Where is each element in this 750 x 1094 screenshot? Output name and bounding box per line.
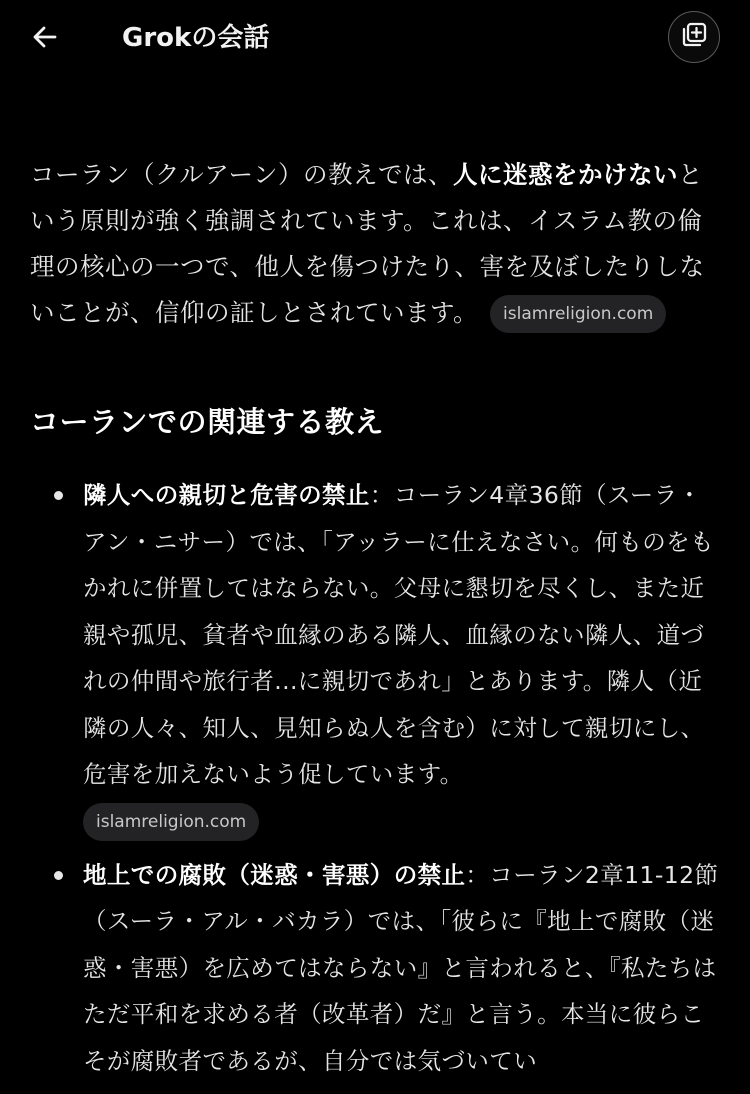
intro-text-bold: 人に迷惑をかけない: [453, 160, 679, 189]
source-chip[interactable]: islamreligion.com: [490, 295, 666, 333]
back-button[interactable]: [26, 20, 64, 58]
new-chat-button[interactable]: [668, 11, 720, 63]
new-chat-icon: [679, 20, 709, 54]
message-content: [30, 152, 720, 1094]
page-title: Grokの会話: [122, 23, 270, 53]
item-text: ：コーラン4章36節（スーラ・アン・ニサー）では、「アッラーに仕えなさい。何ものをもかれに併置してはならない。父母に懇切を尽くし、また近親や孤児、貧者や血縁のある隣人、血縁のない隣人、道づれの仲間や旅行者...に親切であれ」とあります。隣人（近隣の人々、知人、見知らぬ人を含む）に対して親切にし、危害を加えないよう促しています。: [83, 481, 714, 788]
header-bar: [0, 0, 750, 76]
item-text: ：コーラン2章11-12節（スーラ・アル・バカラ）では、「彼らに『地上で腐敗（迷惑・害悪）を広めてはならない』と言われると、『私たちはただ平和を求める者（改革者）だ』と言う。本当に彼らこそが腐敗者であるが、自分では気づいてい: [83, 860, 719, 1075]
item-title: 隣人への親切と危害の禁止: [83, 481, 370, 509]
intro-text-post: という原則が強く強調されています。これは、イスラム教の倫理の核心の一つで、他人を傷つけたり、害を及ぼしたりしないことが、信仰の証しとされています。: [30, 160, 705, 327]
intro-paragraph: [30, 152, 720, 336]
list-item: [30, 472, 720, 842]
list-item: [30, 852, 720, 1085]
bullet-dot: [54, 491, 63, 500]
arrow-left-icon: [31, 23, 59, 55]
intro-text-pre: コーラン（クルアーン）の教えでは、: [30, 160, 454, 189]
section-heading: コーランでの関連する教え: [30, 405, 385, 439]
item-title: 地上での腐敗（迷惑・害悪）の禁止: [83, 860, 466, 889]
source-chip-row: [83, 798, 720, 842]
teachings-list: [30, 472, 720, 1084]
bullet-dot: [54, 871, 63, 880]
source-chip[interactable]: islamreligion.com: [83, 803, 259, 841]
